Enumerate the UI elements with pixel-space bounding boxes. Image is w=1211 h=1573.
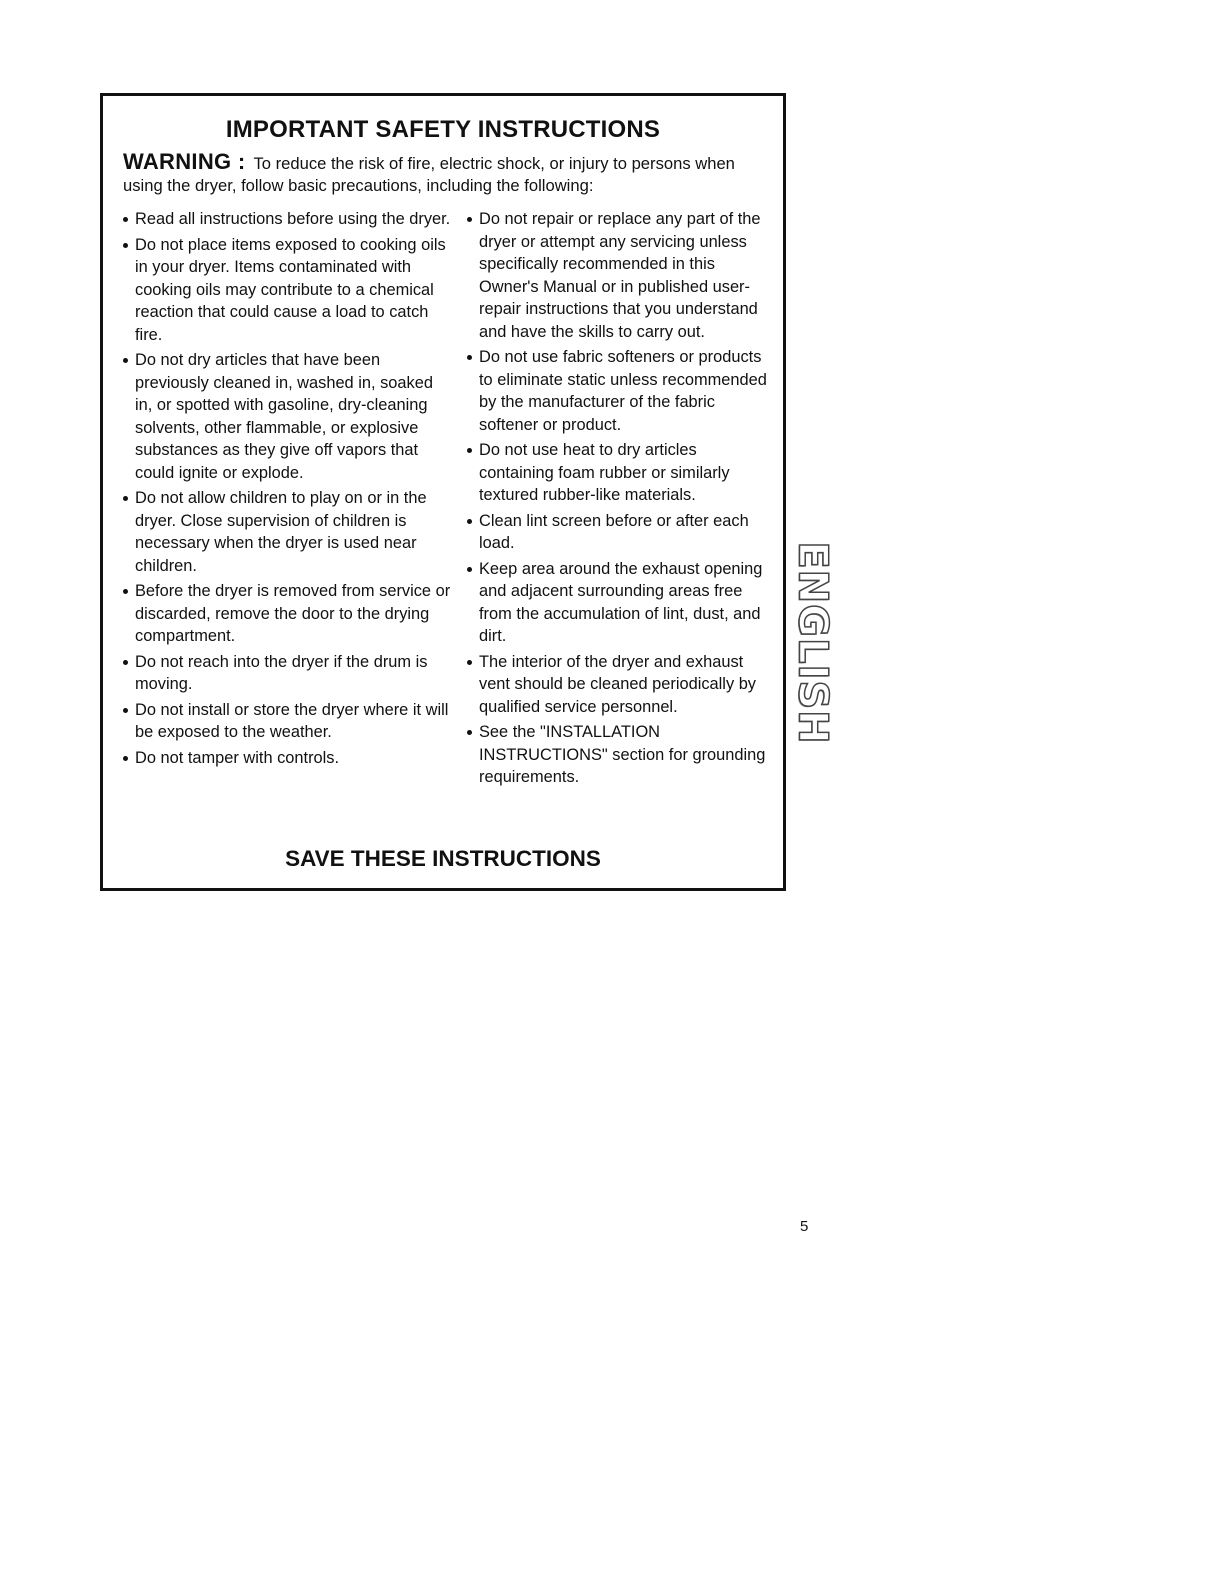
list-item: Keep area around the exhaust opening and adjacent surrounding areas free from the accumulation of lint, dust, and dirt. [467, 558, 767, 648]
warning-label: WARNING : [123, 149, 246, 174]
list-item: Before the dryer is removed from service or discarded, remove the door to the drying compartment. [123, 580, 453, 648]
box-title: IMPORTANT SAFETY INSTRUCTIONS [225, 116, 661, 143]
left-instruction-list [123, 208, 453, 772]
language-side-tab [786, 541, 840, 745]
save-instructions-footer: SAVE THESE INSTRUCTIONS [285, 846, 601, 871]
list-item: Do not use heat to dry articles containing foam rubber or similarly textured rubber-like materials. [467, 439, 767, 507]
list-item: Do not install or store the dryer where it will be exposed to the weather. [123, 699, 453, 744]
list-item: Do not dry articles that have been previously cleaned in, washed in, soaked in, or spotted with gasoline, dry-cleaning solvents, other flammable, or explosive substances as they give off vapors that could ignite or explode. [123, 349, 453, 484]
list-item: Do not place items exposed to cooking oils in your dryer. Items contaminated with cooking oils may contribute to a chemical reaction that could cause a load to catch fire. [123, 234, 453, 347]
list-item: Do not use fabric softeners or products to eliminate static unless recommended by the manufacturer of the fabric softener or product. [467, 346, 767, 436]
list-item: Read all instructions before using the dryer. [123, 208, 453, 231]
safety-instructions-box [100, 93, 786, 891]
list-item: Do not reach into the dryer if the drum is moving. [123, 651, 453, 696]
warning-paragraph [123, 151, 763, 197]
language-label: ENGLISH [790, 541, 837, 745]
right-instruction-list [467, 208, 767, 792]
page-number: 5 [800, 1218, 809, 1235]
list-item: Clean lint screen before or after each load. [467, 510, 767, 555]
warning-text: To reduce the risk of fire, electric shock, or injury to persons when using the dryer, follow basic precautions, including the following: [123, 154, 735, 195]
list-item: Do not tamper with controls. [123, 747, 453, 770]
list-item: The interior of the dryer and exhaust vent should be cleaned periodically by qualified service personnel. [467, 651, 767, 719]
list-item: See the "INSTALLATION INSTRUCTIONS" section for grounding requirements. [467, 721, 767, 789]
list-item: Do not repair or replace any part of the dryer or attempt any servicing unless specifically recommended in this Owner's Manual or in published user-repair instructions that you understand and have the skills to carry out. [467, 208, 767, 343]
list-item: Do not allow children to play on or in the dryer. Close supervision of children is necessary when the dryer is used near children. [123, 487, 453, 577]
